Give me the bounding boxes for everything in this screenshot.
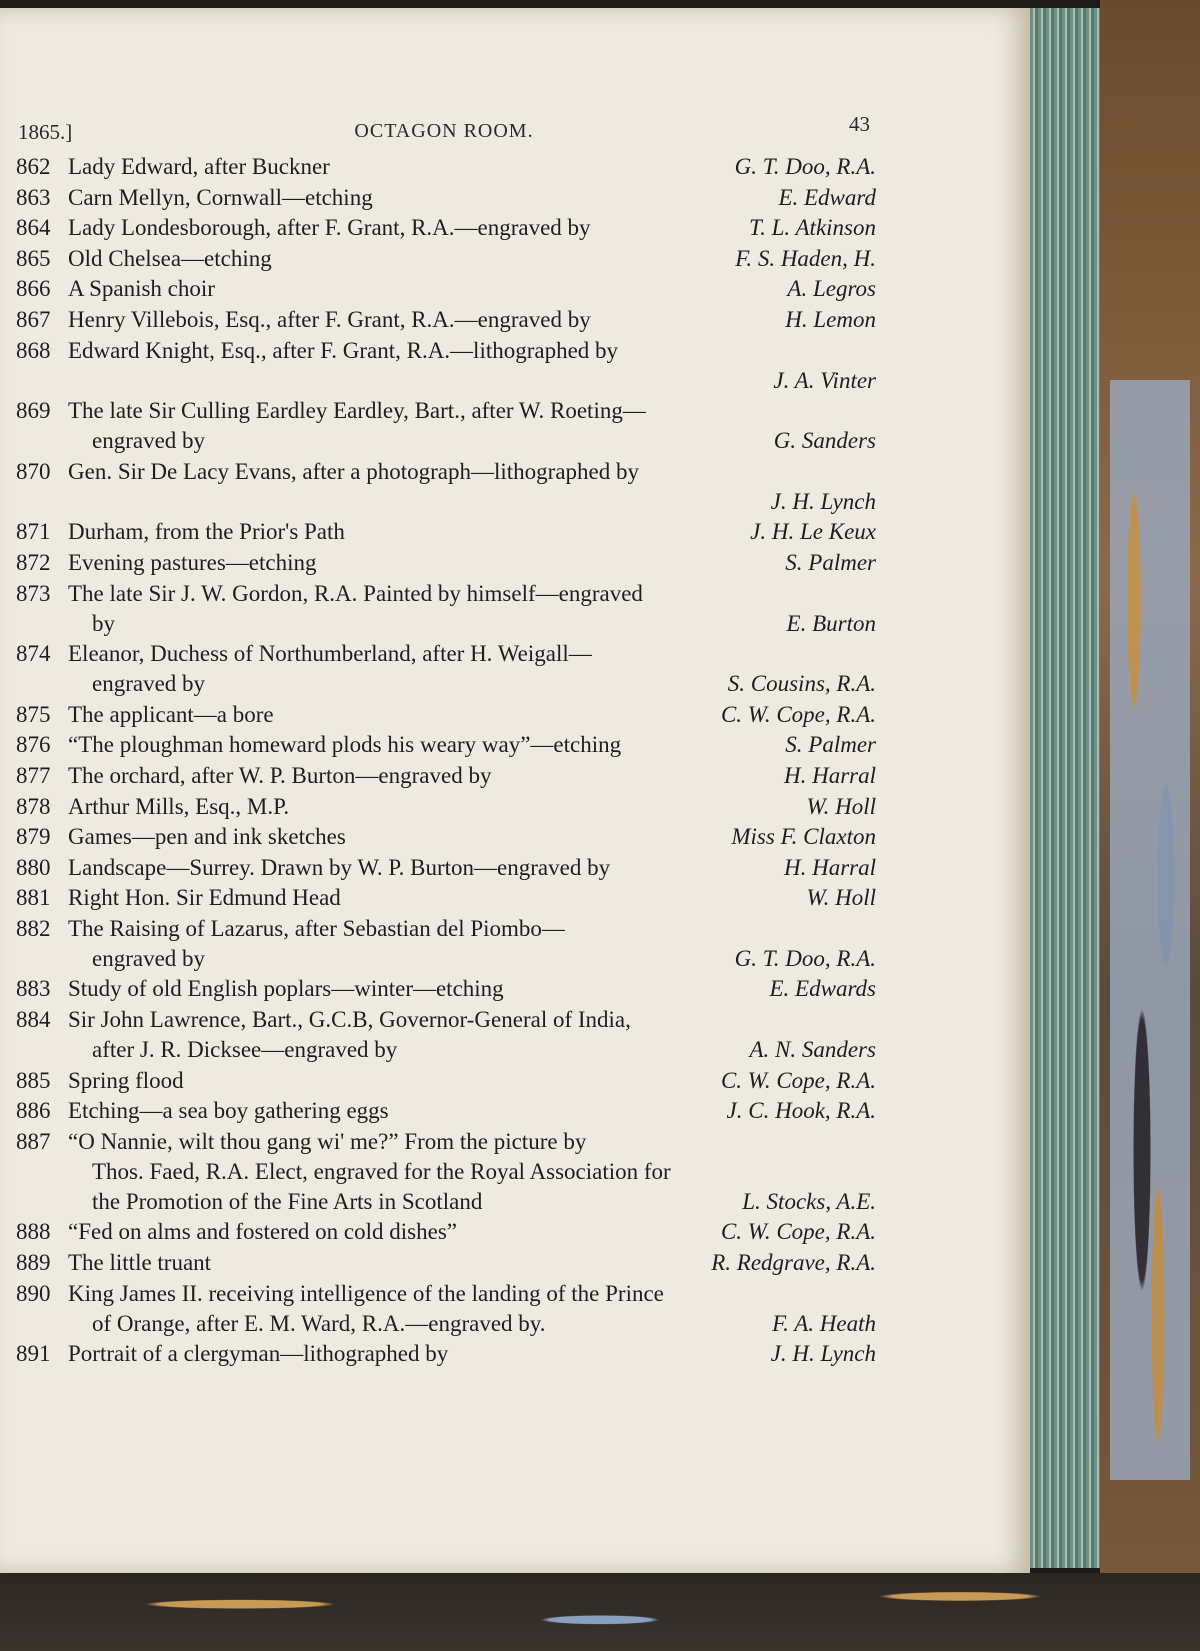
entry-artist: S. Cousins, R.A. xyxy=(727,671,876,697)
entry-number: 876 xyxy=(16,732,51,758)
header-year: 1865.] xyxy=(18,120,73,144)
entry-artist: A. Legros xyxy=(787,276,876,302)
entry-number: 864 xyxy=(16,215,51,241)
entry-number: 883 xyxy=(16,976,51,1002)
catalogue-entry xyxy=(16,914,876,974)
entry-number: 888 xyxy=(16,1219,51,1245)
entry-number: 872 xyxy=(16,549,51,575)
catalogue-entry xyxy=(16,1248,876,1278)
catalogue-entry xyxy=(16,792,876,822)
catalogue-entry xyxy=(16,1217,876,1247)
catalogue-entry xyxy=(16,1339,876,1369)
running-header xyxy=(18,112,870,146)
entry-artist: C. W. Cope, R.A. xyxy=(720,1067,876,1093)
entry-title: Arthur Mills, Esq., M.P. xyxy=(68,793,290,819)
entry-artist: J. H. Lynch xyxy=(770,488,876,514)
entry-title: Thos. Faed, R.A. Elect, engraved for the Royal Association for xyxy=(92,1158,671,1184)
entry-number: 866 xyxy=(16,276,51,302)
entry-title: Right Hon. Sir Edmund Head xyxy=(68,885,341,911)
entry-number: 875 xyxy=(16,701,51,727)
catalogue-entry xyxy=(16,822,876,852)
catalogue-entry xyxy=(16,548,876,578)
entry-number: 878 xyxy=(16,793,51,819)
entry-artist: J. A. Vinter xyxy=(773,367,876,393)
page-number: 43 xyxy=(849,112,870,136)
entry-title: engraved by xyxy=(92,945,206,971)
entry-title: Edward Knight, Esq., after F. Grant, R.A.—lithographed by xyxy=(68,337,619,363)
entry-artist: H. Lemon xyxy=(785,306,876,332)
entry-title: “The ploughman homeward plods his weary way”—etching xyxy=(68,732,622,758)
entry-artist: H. Harral xyxy=(783,854,876,880)
entry-artist: S. Palmer xyxy=(785,732,876,758)
catalogue-entry xyxy=(16,1127,876,1217)
catalogue-entry xyxy=(16,1066,876,1096)
entry-title: of Orange, after E. M. Ward, R.A.—engraved by. xyxy=(92,1310,546,1336)
entry-artist: W. Holl xyxy=(806,793,876,819)
entry-artist: A. N. Sanders xyxy=(749,1037,876,1063)
catalogue-entry xyxy=(16,183,876,213)
entry-title: by xyxy=(92,610,115,636)
catalogue-entries xyxy=(16,152,876,1370)
catalogue-entry xyxy=(16,396,876,456)
entry-title: Portrait of a clergyman—lithographed by xyxy=(68,1341,449,1367)
entry-number: 870 xyxy=(16,458,51,484)
entry-title: Henry Villebois, Esq., after F. Grant, R.A.—engraved by xyxy=(68,306,591,332)
entry-artist: E. Burton xyxy=(786,610,876,636)
entry-title: Sir John Lawrence, Bart., G.C.B, Governor-General of India, xyxy=(68,1007,631,1033)
entry-title: The late Sir Culling Eardley Eardley, Bart., after W. Roeting— xyxy=(68,398,646,424)
marbled-cover-bottom xyxy=(0,1573,1200,1651)
entry-number: 869 xyxy=(16,398,51,424)
entry-title: The Raising of Lazarus, after Sebastian del Piombo— xyxy=(68,915,565,941)
entry-number: 881 xyxy=(16,885,51,911)
entry-artist: E. Edwards xyxy=(769,976,876,1002)
entry-number: 890 xyxy=(16,1280,51,1306)
catalogue-entry xyxy=(16,853,876,883)
entry-number: 887 xyxy=(16,1128,51,1154)
page-edges xyxy=(1030,8,1100,1568)
catalogue-entry xyxy=(16,305,876,335)
entry-number: 889 xyxy=(16,1250,51,1276)
entry-number: 879 xyxy=(16,824,51,850)
entry-number: 865 xyxy=(16,245,51,271)
entry-title: engraved by xyxy=(92,671,206,697)
catalogue-entry xyxy=(16,1096,876,1126)
entry-title: The late Sir J. W. Gordon, R.A. Painted by himself—engraved xyxy=(68,580,643,606)
catalogue-entry xyxy=(16,1279,876,1339)
entry-artist: L. Stocks, A.E. xyxy=(742,1188,876,1214)
entry-artist: H. Harral xyxy=(783,762,876,788)
entry-artist: J. H. Le Keux xyxy=(750,519,876,545)
entry-number: 885 xyxy=(16,1067,51,1093)
entry-title: Lady Londesborough, after F. Grant, R.A.—engraved by xyxy=(68,215,591,241)
entry-artist: G. Sanders xyxy=(773,428,876,454)
entry-artist: G. T. Doo, R.A. xyxy=(734,154,876,179)
entry-number: 873 xyxy=(16,580,51,606)
entry-title: “O Nannie, wilt thou gang wi' me?” From the picture by xyxy=(68,1128,587,1154)
catalogue-entry xyxy=(16,883,876,913)
entry-artist: C. W. Cope, R.A. xyxy=(720,1219,876,1245)
entry-title: Old Chelsea—etching xyxy=(68,245,272,271)
header-title: OCTAGON ROOM. xyxy=(354,120,534,142)
entry-title: Study of old English poplars—winter—etching xyxy=(68,976,504,1002)
catalogue-entry xyxy=(16,1005,876,1065)
entry-number: 882 xyxy=(16,915,51,941)
entry-title: A Spanish choir xyxy=(68,276,215,302)
entry-title: Lady Edward, after Buckner xyxy=(68,154,330,179)
entry-number: 868 xyxy=(16,337,51,363)
entry-artist: T. L. Atkinson xyxy=(749,215,876,241)
entry-title: Durham, from the Prior's Path xyxy=(68,519,345,545)
entry-artist: F. S. Haden, H. xyxy=(735,245,876,271)
entry-title: The applicant—a bore xyxy=(68,701,274,727)
entry-artist: Miss F. Claxton xyxy=(731,824,876,850)
entry-title: Etching—a sea boy gathering eggs xyxy=(68,1098,389,1124)
entry-title: Games—pen and ink sketches xyxy=(68,824,346,850)
entry-number: 884 xyxy=(16,1007,51,1033)
entry-artist: J. H. Lynch xyxy=(770,1341,876,1367)
entry-title: Eleanor, Duchess of Northumberland, after H. Weigall— xyxy=(68,641,592,667)
entry-title: Carn Mellyn, Cornwall—etching xyxy=(68,184,373,210)
entry-number: 891 xyxy=(16,1341,51,1367)
catalogue-entry xyxy=(16,761,876,791)
entry-number: 867 xyxy=(16,306,51,332)
entry-title: “Fed on alms and fostered on cold dishes” xyxy=(68,1219,457,1245)
entry-title: after J. R. Dicksee—engraved by xyxy=(92,1037,398,1063)
catalogue-entry xyxy=(16,244,876,274)
catalogue-entry xyxy=(16,213,876,243)
entry-title: Gen. Sir De Lacy Evans, after a photograph—lithographed by xyxy=(68,458,639,484)
entry-title: Evening pastures—etching xyxy=(68,549,317,575)
entry-title: Spring flood xyxy=(68,1067,184,1093)
catalogue-entry xyxy=(16,457,876,517)
catalogue-entry xyxy=(16,700,876,730)
entry-number: 862 xyxy=(16,154,51,179)
entry-artist: W. Holl xyxy=(806,885,876,911)
entry-number: 871 xyxy=(16,519,51,545)
catalogue-entry xyxy=(16,579,876,639)
entry-title: the Promotion of the Fine Arts in Scotland xyxy=(92,1188,483,1214)
catalogue-entry xyxy=(16,152,876,182)
entry-title: engraved by xyxy=(92,428,206,454)
entry-artist: R. Redgrave, R.A. xyxy=(711,1250,876,1276)
entry-artist: C. W. Cope, R.A. xyxy=(720,701,876,727)
entry-number: 886 xyxy=(16,1098,51,1124)
catalogue-entry xyxy=(16,517,876,547)
entry-artist: F. A. Heath xyxy=(772,1310,876,1336)
entry-number: 880 xyxy=(16,854,51,880)
entry-title: King James II. receiving intelligence of the landing of the Prince xyxy=(68,1280,664,1306)
catalogue-entry xyxy=(16,274,876,304)
entry-number: 874 xyxy=(16,641,51,667)
catalogue-entry xyxy=(16,639,876,699)
catalogue-entry xyxy=(16,974,876,1004)
entry-artist: E. Edward xyxy=(778,184,876,210)
catalogue-entry xyxy=(16,336,876,396)
entry-artist: S. Palmer xyxy=(785,549,876,575)
entry-number: 863 xyxy=(16,184,51,210)
entry-title: The little truant xyxy=(68,1250,212,1276)
entry-title: Landscape—Surrey. Drawn by W. P. Burton—engraved by xyxy=(68,854,611,880)
entry-artist: J. C. Hook, R.A. xyxy=(726,1098,876,1124)
entry-artist: G. T. Doo, R.A. xyxy=(734,945,876,971)
entry-title: The orchard, after W. P. Burton—engraved by xyxy=(68,762,492,788)
catalogue-entry xyxy=(16,730,876,760)
marbled-endpaper xyxy=(1110,380,1190,1480)
entry-number: 877 xyxy=(16,762,51,788)
